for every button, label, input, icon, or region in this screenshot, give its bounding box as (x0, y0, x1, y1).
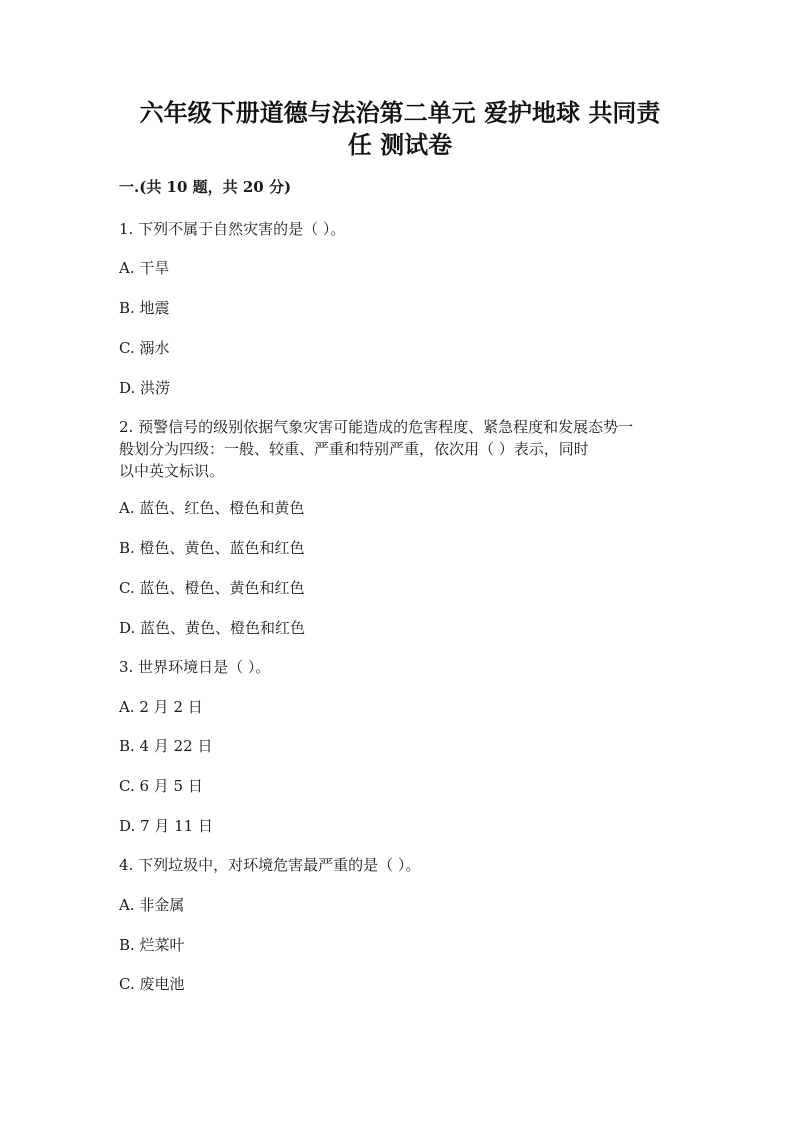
question-1-option-c: C. 溺水 (119, 339, 170, 357)
question-2-option-a: A. 蓝色、红色、橙色和黄色 (119, 499, 305, 517)
question-1-stem: 1. 下列不属于自然灾害的是（ ）。 (119, 220, 346, 238)
question-2-stem-line-3: 以中英文标识。 (119, 462, 225, 480)
question-2-stem-line-1: 2. 预警信号的级别依据气象灾害可能造成的危害程度、紧急程度和发展态势一 (119, 418, 634, 436)
question-4-option-c: C. 废电池 (119, 975, 185, 993)
question-1-option-b: B. 地震 (119, 299, 170, 317)
question-3-option-c: C. 6 月 5 日 (119, 777, 203, 795)
question-4-stem: 4. 下列垃圾中，对环境危害最严重的是（ ）。 (119, 856, 421, 874)
question-3-option-d: D. 7 月 11 日 (119, 817, 213, 835)
question-2-option-b: B. 橙色、黄色、蓝色和红色 (119, 539, 305, 557)
question-2-stem-line-2: 般划分为四级：一般、较重、严重和特别严重，依次用（ ）表示，同时 (119, 440, 589, 458)
question-4-option-b: B. 烂菜叶 (119, 936, 185, 954)
question-1-option-d: D. 洪涝 (119, 379, 171, 397)
question-1-option-a: A. 干旱 (119, 259, 170, 277)
section-header: 一.(共 10 题，共 20 分) (119, 178, 292, 196)
question-3-option-b: B. 4 月 22 日 (119, 737, 213, 755)
question-3-stem: 3. 世界环境日是（ ）。 (119, 658, 271, 676)
document-title-line-1: 六年级下册道德与法治第二单元 爱护地球 共同责 (139, 98, 661, 127)
question-3-option-a: A. 2 月 2 日 (119, 698, 203, 716)
document-title-line-2: 任 测试卷 (347, 130, 453, 159)
question-2-option-c: C. 蓝色、橙色、黄色和红色 (119, 579, 305, 597)
question-4-option-a: A. 非金属 (119, 896, 185, 914)
question-2-option-d: D. 蓝色、黄色、橙色和红色 (119, 619, 306, 637)
